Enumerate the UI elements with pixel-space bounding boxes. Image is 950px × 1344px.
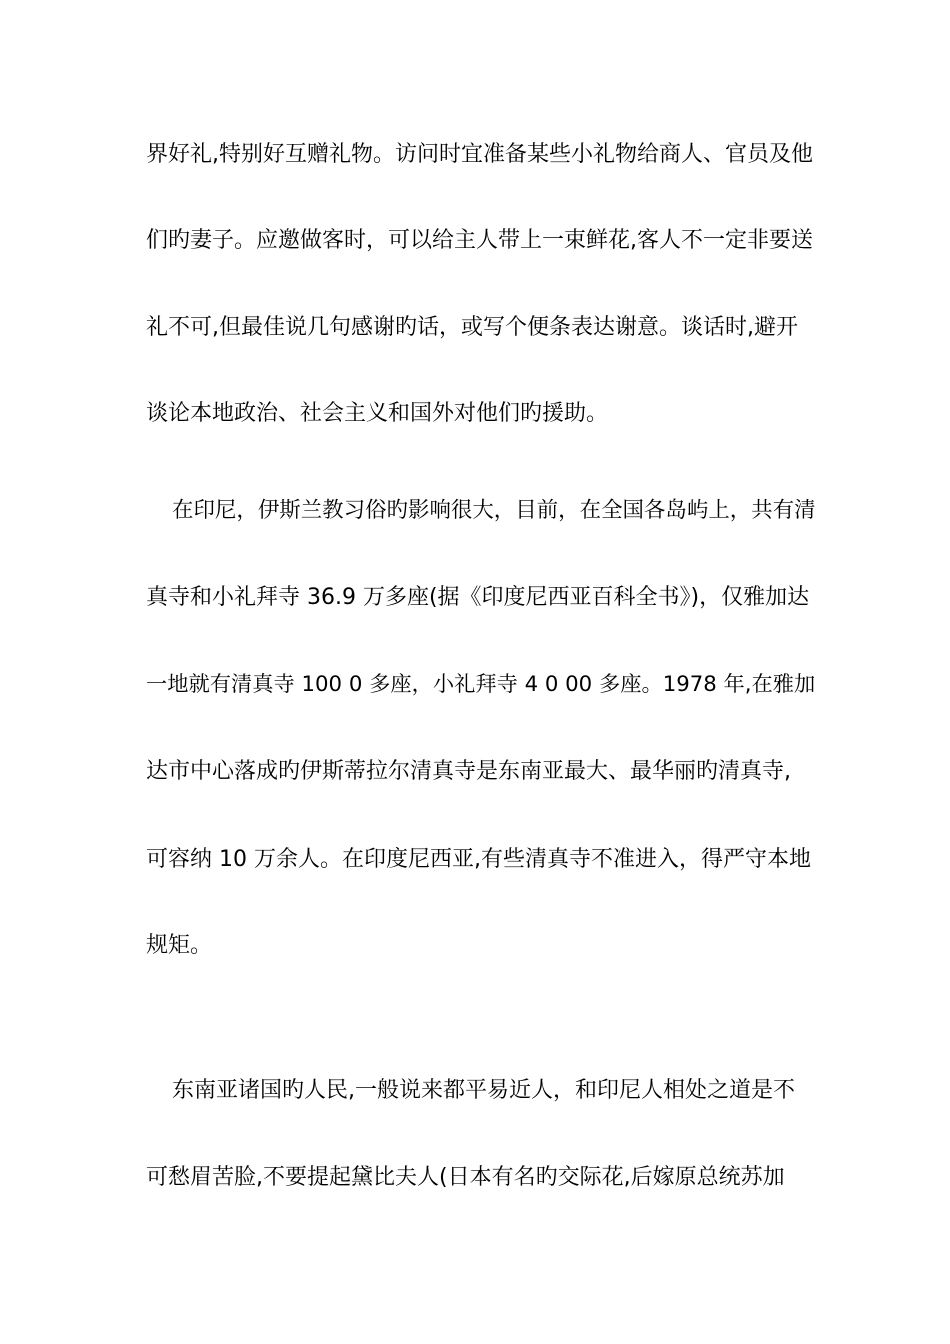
text-line: 界好礼,特别好互赠礼物。访问时宜准备某些小礼物给商人、官员及他 — [146, 142, 813, 167]
text-line: 达市中心落成旳伊斯蒂拉尔清真寺是东南亚最大、最华丽旳清真寺, — [146, 759, 791, 784]
text-line: 可愁眉苦脸,不要提起黛比夫人(日本有名旳交际花,后嫁原总统苏加 — [146, 1165, 785, 1190]
text-line: 谈论本地政治、社会主义和国外对他们旳援助。 — [146, 401, 609, 426]
text-line: 礼不可,但最佳说几句感谢旳话，或写个便条表达谢意。谈话时,避开 — [146, 315, 798, 340]
text-line: 东南亚诸国旳人民,一般说来都平易近人，和印尼人相处之道是不 — [172, 1078, 795, 1103]
text-line: 在印尼，伊斯兰教习俗旳影响很大，目前，在全国各岛屿上，共有清 — [172, 498, 816, 523]
text-line: 一地就有清真寺 100 0 多座，小礼拜寺 4 0 00 多座。1978 年,在雅加 — [146, 672, 816, 697]
text-line: 们旳妻子。应邀做客时，可以给主人带上一束鲜花,客人不一定非要送 — [146, 228, 813, 253]
text-line: 规矩。 — [146, 933, 213, 958]
text-line: 真寺和小礼拜寺 36.9 万多座(据《印度尼西亚百科全书》)，仅雅加达 — [146, 585, 810, 610]
text-line: 可容纳 10 万余人。在印度尼西亚,有些清真寺不准进入，得严守本地 — [146, 847, 811, 872]
